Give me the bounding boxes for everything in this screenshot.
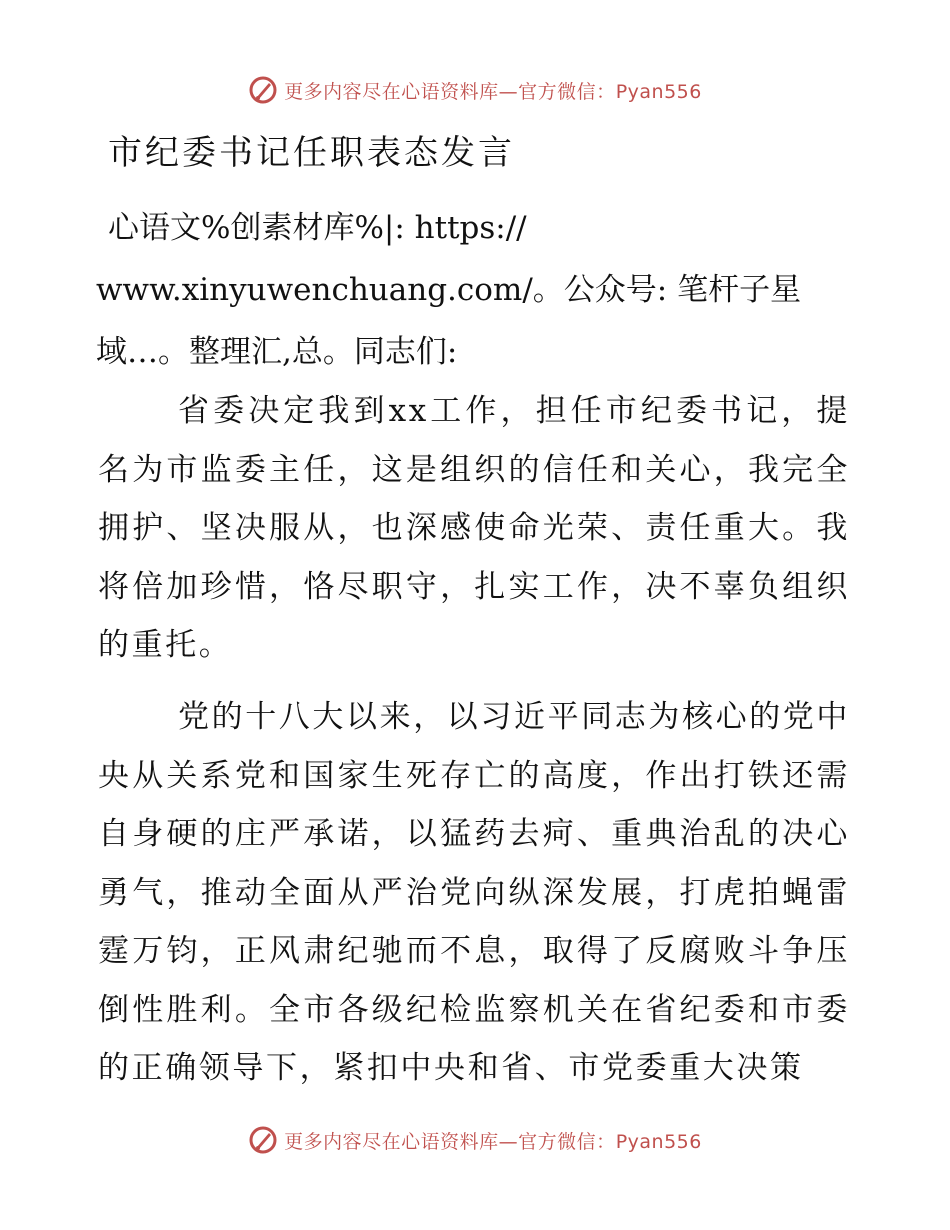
quill-logo-icon [248,1125,278,1155]
body-paragraph: 省委决定我到xx工作，担任市纪委书记，提名为市监委主任，这是组织的信任和关心，我完全拥护、坚决服从，也深感使命光荣、责任重大。我将倍加珍惜，恪尽职守，扎实工作，决不辜负组织的重托。 [98,393,850,663]
intro-line: 心语文%创素材库%|: https:// [108,210,527,246]
intro-line: www.xinyuwenchuang.com/。公众号: 笔杆子星 [96,272,802,308]
quill-logo-icon [248,75,278,105]
document-intro [96,197,876,383]
body-paragraph: 党的十八大以来，以习近平同志为核心的党中央从关系党和国家生死存亡的高度，作出打铁还需自身硬的庄严承诺，以猛药去疴、重典治乱的决心勇气，推动全面从严治党向纵深发展，打虎拍蝇雷霆万钧，正风肃纪驰而不息，取得了反腐败斗争压倒性胜利。全市各级纪检监察机关在省纪委和市委的正确领导下，紧扣中央和省、市党委重大决策 [98,699,850,1086]
footer-watermark-banner [0,1120,950,1160]
header-watermark-banner [0,70,950,110]
document-title: 市纪委书记任职表态发言 [108,133,515,173]
banner-text: 更多内容尽在心语资料库—官方微信：Pyan556 [284,1130,702,1153]
banner-text: 更多内容尽在心语资料库—官方微信：Pyan556 [284,80,702,103]
intro-line: 域…。整理汇,总。同志们: [96,334,458,370]
